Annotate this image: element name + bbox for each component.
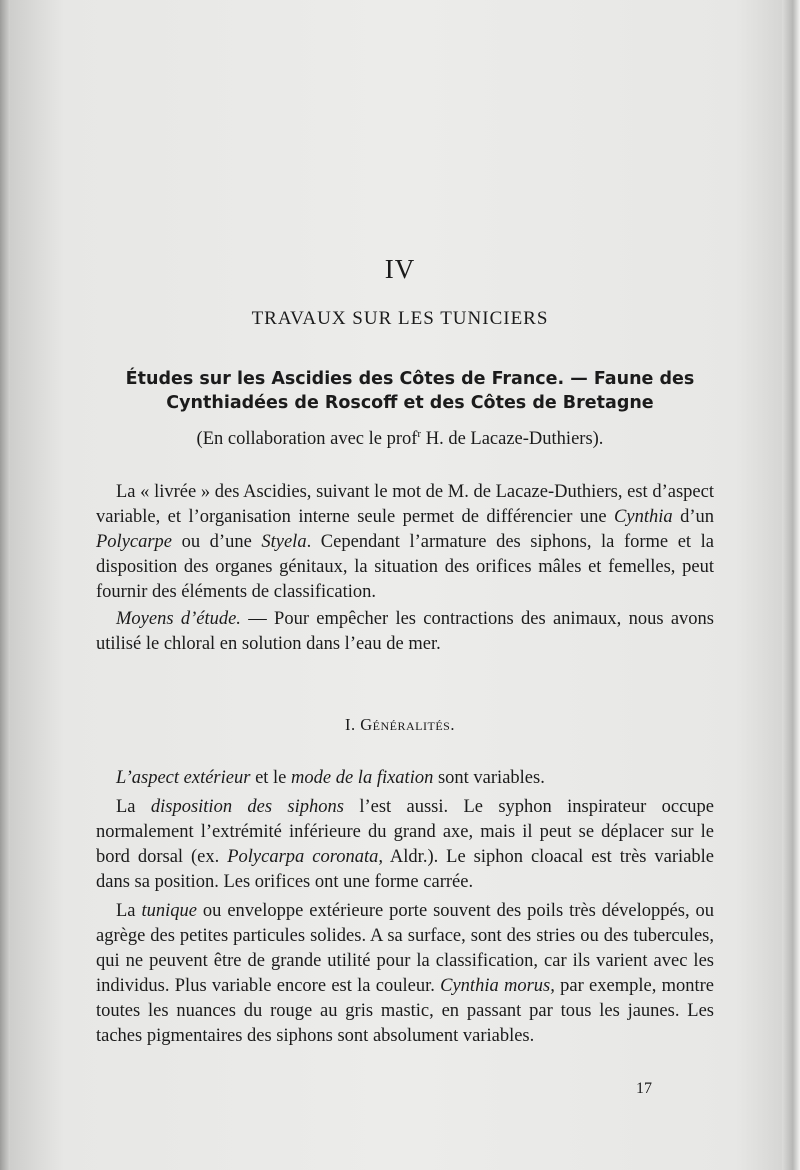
p1-cynthia: Cynthia [614,507,673,527]
p5-italic-2: Cynthia morus, [440,976,555,996]
p4-italic-2: Polycarpa coronata, [227,847,383,867]
p4-text-2: l’est aussi. Le syphon inspirateur occupe normalement l’extrémité inférieure du grand axe, mais il peut se déplacer sur le bord dorsal (ex. [96,797,714,867]
section-heading-line2: Cynthiadées de Roscoff et des Côtes de Bretagne [166,393,654,413]
subsection-heading [0,715,800,735]
p1-text-1: La « livrée » des Ascidies, suivant le mot de M. de Lacaze-Duthiers, est d’aspect variable, et l’organisation interne seule permet de différencier une [96,482,714,527]
p1-text-3: ou d’une [172,532,262,552]
p2-label: Moyens d’étude. [116,609,241,629]
subsection-title: Généralités. [360,715,455,734]
chapter-number: IV [384,254,416,284]
paragraph-tunique [96,899,714,1049]
p1-text-4: . Cependant l’armature des siphons, la forme et la disposition des organes génitaux, la situation des orifices mâles et femelles, peut fournir des éléments de classification. [96,532,714,602]
collaboration-before: (En collaboration avec le prof [196,429,418,450]
p5-text-1: La [116,901,142,921]
chapter-title: TRAVAUX SUR LES TUNICIERS [251,308,549,329]
p4-italic-1: disposition des siphons [150,797,344,817]
p2-text: — Pour empêcher les contractions des animaux, nous avons utilisé le chloral en solution dans l’eau de mer. [96,609,714,654]
page-number: 17 [636,1080,652,1097]
section-heading [100,367,720,415]
paragraph-moyens [96,607,714,657]
p4-text-3: Aldr.). Le siphon cloacal est très variable dans sa position. Les orifices ont une forme carrée. [96,847,715,892]
subsection-number: I. [345,715,361,734]
p4-text-1: La [116,797,151,817]
p3-text-2: sont variables. [433,768,545,788]
p3-italic-1: L’aspect extérieur [116,768,251,788]
p1-polycarpe: Polycarpe [96,532,173,552]
page-left-edge [0,0,10,1170]
section-heading-line1: Études sur les Ascidies des Côtes de France. — Faune des [125,369,695,389]
p5-text-2: ou enveloppe extérieure porte souvent des poils très développés, ou agrège des petites particules solides. A sa surface, sont des stries ou des tubercules, qui ne peuvent être de grande utilité pour la classification, car ils varient avec les individus. Plus variable encore est la couleur. [96,901,715,996]
collaboration-after: H. de Lacaze-Duthiers). [421,429,604,450]
p3-text-1: et le [250,768,292,788]
collaboration-sup: r [417,428,422,440]
p5-italic-1: tunique [141,901,197,921]
paragraph-aspect [96,766,714,791]
paragraph-livree [96,480,714,605]
p1-text-2: d’un [672,507,714,527]
collaboration-note [80,428,720,450]
paragraph-siphons [96,795,714,895]
page-right-edge [782,0,800,1170]
p5-text-3: par exemple, montre toutes les nuances du rouge au gris mastic, en passant par tous les jaunes. Les taches pigmentaires des siphons sont absolument variables. [96,976,715,1046]
p1-styela: Styela [261,532,307,552]
p3-italic-2: mode de la fixation [291,768,434,788]
